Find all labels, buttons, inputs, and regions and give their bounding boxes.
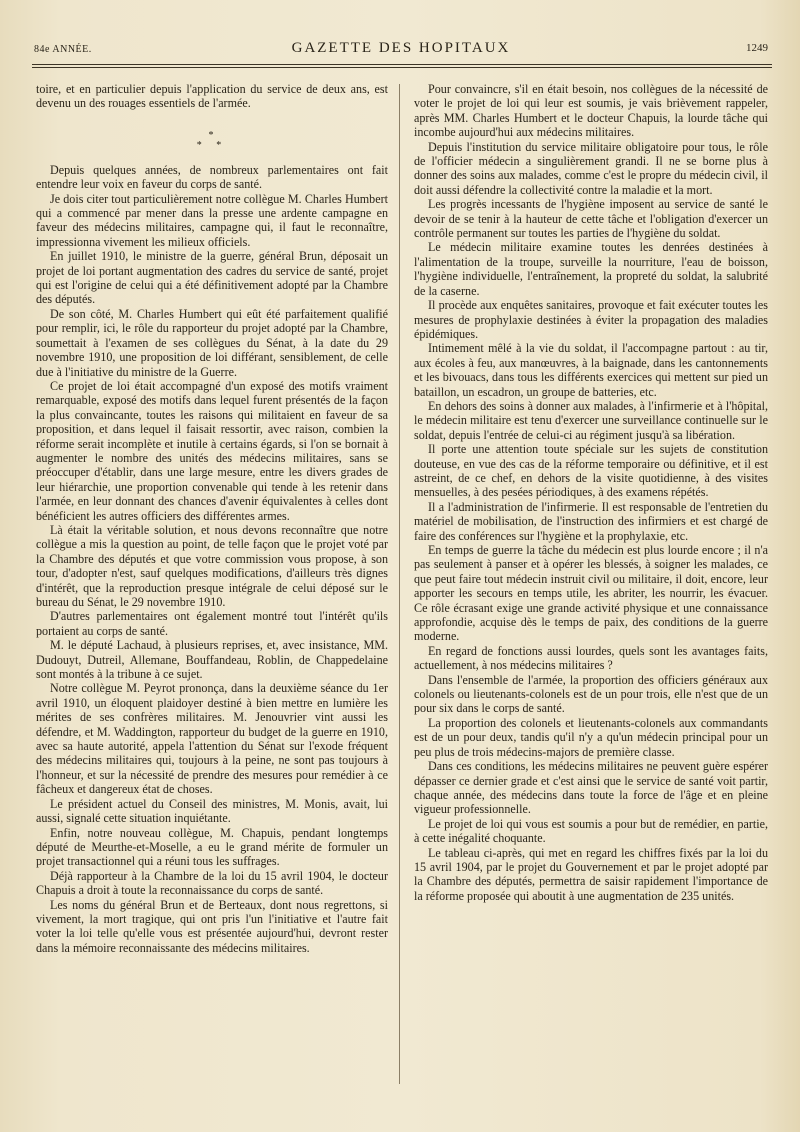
paragraph: Pour convaincre, s'il en était besoin, nos collègues de la nécessité de voter le projet de loi qui leur est soumis, je vais brièvement rappeler, après MM. Charles Humbert et le docteur Chapuis, la lourde tâche qui incombe aujourd'hui aux médecins militaires.: [414, 82, 768, 140]
paragraph: M. le député Lachaud, à plusieurs reprises, et, avec insistance, MM. Dudouyt, Dutreil, Allemane, Bouffandeau, Roblin, de Chappedelaine sont montés à la tribune à ce sujet.: [36, 638, 388, 682]
paragraph: Enfin, notre nouveau collègue, M. Chapuis, pendant longtemps député de Meurthe-et-Moselle, a eu le grand mérite de formuler un projet transactionnel qui a réuni tous les suffrages.: [36, 825, 388, 869]
section-asterism: [36, 131, 388, 151]
paragraph: Il porte une attention toute spéciale sur les sujets de constitution douteuse, en vue des cas de la réforme temporaire ou définitive, et il est astreint, de ce chef, en dehors de la visite quotidienne, à des visites mensuelles, à des pesées périodiques, à des examens répétés.: [414, 442, 768, 500]
paragraph: Là était la véritable solution, et nous devons reconnaître que notre collègue a mis la question au point, de telle façon que le projet voté par la Chambre des députés et que votre commission vous propose, à son tour, d'adopter n'est, sauf quelques modifications, d'ailleurs très dignes d'intérêt, que la reproduction presque intégrale de celui déposé sur le bureau du Sénat, le 29 novembre 1910.: [36, 522, 388, 609]
paragraph: Le président actuel du Conseil des ministres, M. Monis, avait, lui aussi, signalé cette situation inquiétante.: [36, 796, 388, 826]
paragraph: Le tableau ci-après, qui met en regard les chiffres fixés par la loi du 15 avril 1904, par le projet du Gouvernement et par le projet adopté par la Chambre des députés, permettra de saisir rapidement l'importance de la réforme proposée qui aboutit à une augmentation de 235 unités.: [414, 845, 768, 903]
paragraph: Je dois citer tout particulièrement notre collègue M. Charles Humbert qui a commencé par mener dans la presse une ardente campagne en faveur des médecins militaires, campagne qui, il faut le reconnaître, impressionna vivement les milieux officiels.: [36, 191, 388, 249]
paragraph: En regard de fonctions aussi lourdes, quels sont les avantages faits, actuellement, à nos médecins militaires ?: [414, 643, 768, 673]
paragraph: En temps de guerre la tâche du médecin est plus lourde encore ; il n'a pas seulement à panser et à opérer les blessés, à soigner les malades, ce que peut faire tout médecin instruit civil ou militaire, il doit, encore, leur apporter les secours en temps utile, les abriter, les nourrir, les évacuer. Ce rôle écrasant exige une grande activité physique et une connaissance approfondie, acquise dès le temps de paix, des conditions de la guerre moderne.: [414, 543, 768, 644]
asterism-bottom: * *: [196, 139, 228, 151]
paragraph: En juillet 1910, le ministre de la guerre, général Brun, déposait un projet de loi portant augmentation des cadres du service de santé, projet qui est l'origine de celui qui a été définitivement adopté par la Chambre des députés.: [36, 249, 388, 307]
edition-label: 84e ANNÉE.: [34, 44, 92, 55]
paragraph: Depuis l'institution du service militaire obligatoire pour tous, le rôle de l'officier médecin a singulièrement grandi. Il ne se borne plus à donner des soins aux malades, comme c'est le propre du médecin civil, il doit aussi défendre la collectivité contre la maladie et la mort.: [414, 139, 768, 197]
paragraph: En dehors des soins à donner aux malades, à l'infirmerie et à l'hôpital, le médecin militaire est tenu d'exercer une surveillance continuelle sur le soldat, depuis l'entrée de celui-ci au régiment jusqu'à sa libération.: [414, 398, 768, 442]
paragraph: Notre collègue M. Peyrot prononça, dans la deuxième séance du 1er avril 1910, un éloquent plaidoyer destiné à bien mettre en lumière les mérites de ses confrères militaires. M. Jenouvrier vint aussi les défendre, et M. Waddington, rapporteur du budget de la guerre en 1910, avec sa haute autorité, appela l'attention du Sénat sur l'exode fréquent des médecins militaires qui, toujours à la peine, ne sont pas toujours à l'honneur, et sur la nécessité de prendre des mesures pour remédier à ce fâcheux et dangereux état de choses.: [36, 681, 388, 797]
left-column: [36, 82, 388, 955]
paragraph: Depuis quelques années, de nombreux parlementaires ont fait entendre leur voix en faveur du corps de santé.: [36, 162, 388, 192]
paragraph: Les progrès incessants de l'hygiène imposent au service de santé le devoir de se tenir à la hauteur de cette tâche et l'obligation d'exercer un contrôle permanent sur toutes les parties de l'hygiène du soldat.: [414, 197, 768, 241]
paragraph: De son côté, M. Charles Humbert qui eût été parfaitement qualifié pour remplir, ici, le rôle du rapporteur du projet adopté par la Chambre, soumettait à l'examen de ses collègues du Sénat, à la date du 29 novembre 1910, une proposition de loi différant, sensiblement, de celle due à l'initiative du ministre de la Guerre.: [36, 306, 388, 379]
paragraph: Le médecin militaire examine toutes les denrées destinées à l'alimentation de la troupe, surveille la nourriture, l'eau de boisson, l'hygiène individuelle, l'entraînement, la propreté du soldat, la salubrité de la caserne.: [414, 240, 768, 298]
paragraph: Il a l'administration de l'infirmerie. Il est responsable de l'entretien du matériel de mobilisation, de l'instruction des infirmiers et est chargé de faire des conférences sur l'hygiène et la prophylaxie, etc.: [414, 499, 768, 543]
page-number: 1249: [746, 42, 768, 54]
header-rule: [32, 64, 772, 68]
paragraph: Le projet de loi qui vous est soumis a pour but de remédier, en partie, à cette inégalité choquante.: [414, 816, 768, 846]
paragraph: Déjà rapporteur à la Chambre de la loi du 15 avril 1904, le docteur Chapuis a droit à toute la reconnaissance du corps de santé.: [36, 868, 388, 898]
paragraph: Ce projet de loi était accompagné d'un exposé des motifs vraiment remarquable, exposé des motifs dans lequel furent présentés de la façon la plus convaincante, toutes les raisons qui militaient en faveur de sa proposition, et dans lequel il faisait ressortir, avec raison, combien la réforme serait incomplète et inutile à certains égards, si l'on se bornait à augmenter le nombre des unités des médecins militaires, sans se préoccuper d'établir, dans une large mesure, entre les divers grades de leur hiérarchie, une proportion convenable qui tende à les retenir dans l'armée, en leur donnant des chances d'avenir équivalentes à celles dont bénéficient les autres officiers des différentes armes.: [36, 378, 388, 523]
column-divider: [399, 84, 400, 1084]
paragraph-continuation: toire, et en particulier depuis l'application du service de deux ans, est devenu un des rouages essentiels de l'armée.: [36, 82, 388, 111]
paragraph: Il procède aux enquêtes sanitaires, provoque et fait exécuter toutes les mesures de prophylaxie destinées à éviter la propagation des maladies épidémiques.: [414, 298, 768, 341]
paragraph: Dans ces conditions, les médecins militaires ne peuvent guère espérer dépasser ce dernier grade et c'est ainsi que le service de santé voit partir, chaque année, des médecins dans toute la force de l'âge et en pleine vigueur professionnelle.: [414, 759, 768, 817]
paragraph: Intimement mêlé à la vie du soldat, il l'accompagne partout : au tir, aux écoles à feu, aux manœuvres, à la baignade, dans les cantonnements et les bivouacs, dans tous les différents exercices qui mettent sur pied un bataillon, un escadron, un groupe de batteries, etc.: [414, 341, 768, 399]
asterism-top: *: [208, 129, 216, 141]
paragraph: Dans l'ensemble de l'armée, la proportion des officiers généraux aux colonels ou lieutenants-colonels est de un pour trois, elle n'est que de un pour six dans le corps de santé.: [414, 672, 768, 716]
paragraph: La proportion des colonels et lieutenants-colonels aux commandants est de un pour deux, tandis qu'il n'y a qu'un médecin principal pour un peu plus de trois médecins-majors de première classe.: [414, 715, 768, 759]
paragraph: Les noms du général Brun et de Berteaux, dont nous regrettons, si vivement, la mort tragique, qui ont pris l'un l'initiative et l'autre fait voter la loi telle qu'elle vous est présentée aujourd'hui, devront rester dans la mémoire reconnaissante des médecins militaires.: [36, 897, 388, 955]
paragraph: D'autres parlementaires ont également montré tout l'intérêt qu'ils portaient au corps de santé.: [36, 609, 388, 638]
journal-title: GAZETTE DES HOPITAUX: [291, 40, 511, 56]
right-column: [414, 82, 768, 903]
